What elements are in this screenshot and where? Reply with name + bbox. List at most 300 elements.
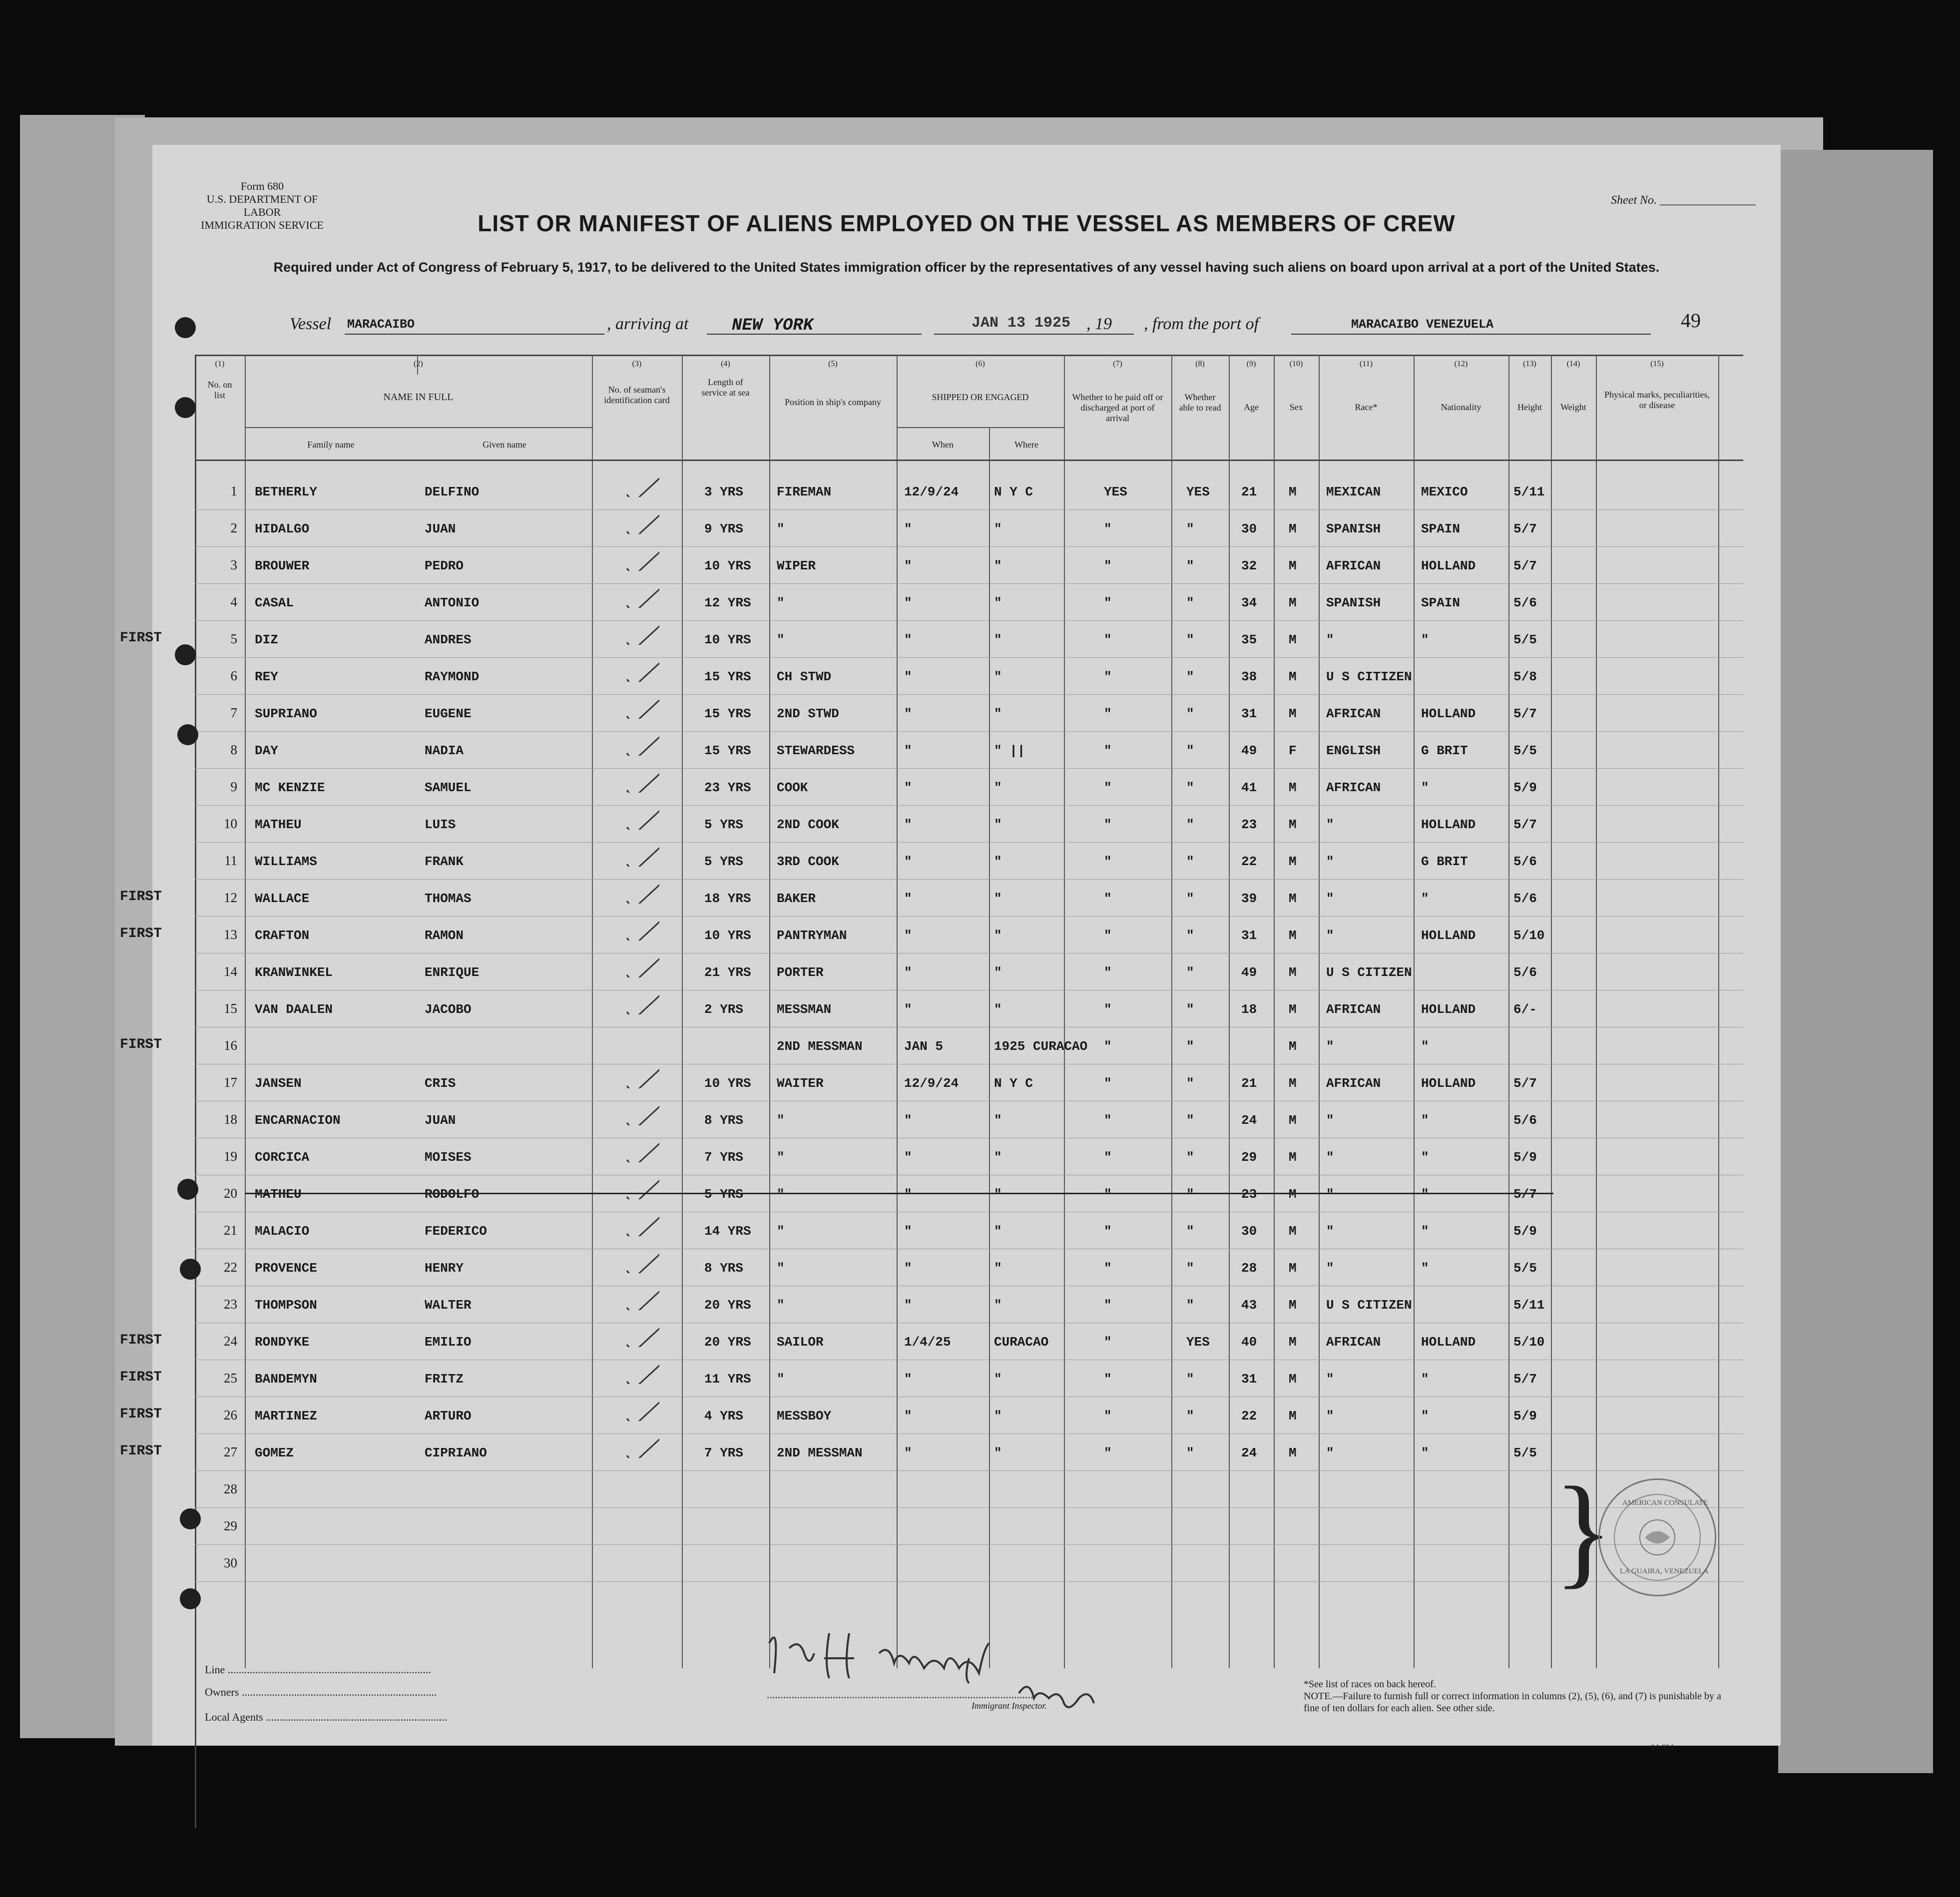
shipped-when-cell: "	[904, 891, 912, 906]
row-number: 12	[224, 890, 237, 905]
paid-off-cell: "	[1104, 891, 1112, 906]
table-row	[195, 548, 1743, 585]
position-cell: "	[777, 1261, 785, 1276]
shipped-where-cell: "	[994, 1372, 1002, 1387]
stamp-text-top: AMERICAN CONSULATE	[1622, 1499, 1708, 1507]
position-cell: "	[777, 1113, 785, 1128]
form-code: 14-604	[1651, 1743, 1674, 1752]
col-num: (11)	[1359, 360, 1373, 368]
family-name-cell: VAN DAALEN	[255, 1002, 333, 1017]
table-row	[195, 955, 1743, 992]
shipped-when-cell: "	[904, 1298, 912, 1313]
paid-off-cell: "	[1104, 928, 1112, 943]
height-cell: 5/9	[1513, 1150, 1537, 1165]
height-cell: 5/6	[1513, 595, 1537, 610]
col-num: (2)	[414, 360, 423, 368]
height-cell: 5/5	[1513, 1445, 1537, 1460]
name-subhead-rule	[245, 427, 592, 428]
shipped-where-cell: "	[994, 817, 1002, 832]
vessel-label: Vessel	[290, 315, 332, 333]
col-num: (5)	[828, 360, 838, 368]
paid-off-cell: "	[1104, 1261, 1112, 1276]
row-rule	[195, 694, 1743, 695]
checkmark-icon	[624, 654, 659, 682]
nationality-cell: "	[1421, 1372, 1429, 1387]
checkmark-icon	[624, 1209, 659, 1236]
punch-hole	[175, 397, 196, 418]
row-number: 2	[230, 520, 237, 535]
checkmark-icon	[624, 950, 659, 977]
col-head-position: Position in ship's company	[785, 397, 881, 407]
able-read-cell: "	[1186, 1076, 1194, 1091]
family-name-cell: HIDALGO	[255, 521, 310, 536]
table-row	[195, 585, 1743, 622]
paid-off-cell: "	[1104, 1224, 1112, 1239]
service-cell: 14 YRS	[704, 1224, 751, 1239]
row-number: 9	[230, 779, 237, 794]
sex-cell: M	[1289, 1372, 1297, 1387]
position-cell: 2ND MESSMAN	[777, 1445, 863, 1460]
nationality-cell: G BRIT	[1421, 854, 1468, 869]
sex-cell: M	[1289, 891, 1297, 906]
nationality-cell: SPAIN	[1421, 595, 1461, 610]
shipped-when-cell: "	[904, 1372, 912, 1387]
first-class-note: FIRST	[120, 1037, 162, 1052]
checkmark-icon	[624, 1135, 659, 1162]
table-row	[120, 1325, 1743, 1362]
nationality-cell: "	[1421, 1224, 1429, 1239]
able-read-cell: "	[1186, 965, 1194, 980]
race-cell: MEXICAN	[1326, 484, 1381, 499]
col-head-race: Race*	[1355, 402, 1378, 412]
race-cell: "	[1326, 1187, 1334, 1202]
position-cell: FIREMAN	[777, 484, 832, 499]
given-name-cell: LUIS	[425, 817, 456, 832]
table-row	[195, 807, 1743, 844]
given-name-cell: MOISES	[425, 1150, 472, 1165]
height-cell: 5/8	[1513, 669, 1537, 684]
shipped-where-cell: "	[994, 1261, 1002, 1276]
shipped-when-cell: "	[904, 1002, 912, 1017]
family-name-cell: BETHERLY	[255, 484, 317, 499]
nationality-cell: HOLLAND	[1421, 558, 1476, 573]
position-cell: "	[777, 595, 785, 610]
paid-off-cell: "	[1104, 965, 1112, 980]
shipped-where-cell: "	[994, 1298, 1002, 1313]
height-cell: 5/10	[1513, 1335, 1545, 1350]
checkmark-icon	[624, 543, 659, 571]
race-cell: "	[1326, 1445, 1334, 1460]
shipped-where-cell: "	[994, 928, 1002, 943]
first-class-note: FIRST	[120, 889, 162, 905]
checkmark-icon	[624, 913, 659, 941]
checkmark-icon	[624, 765, 659, 793]
sex-cell: M	[1289, 595, 1297, 610]
paid-off-cell: "	[1104, 817, 1112, 832]
row-number: 20	[224, 1186, 237, 1201]
age-cell: 18	[1241, 1002, 1257, 1017]
given-name-cell: FEDERICO	[425, 1224, 487, 1239]
col-head-nationality: Nationality	[1441, 402, 1481, 412]
nationality-cell: "	[1421, 1261, 1429, 1276]
row-rule	[195, 1544, 1743, 1545]
table-row	[195, 992, 1743, 1029]
height-cell: 5/11	[1513, 484, 1545, 499]
able-read-cell: "	[1186, 928, 1194, 943]
checkmark-icon	[624, 1246, 659, 1273]
row-number: 13	[224, 927, 237, 942]
paid-off-cell: "	[1104, 595, 1112, 610]
table-row	[195, 733, 1743, 770]
given-name-cell: NADIA	[425, 743, 464, 758]
position-cell: MESSMAN	[777, 1002, 832, 1017]
row-rule	[195, 731, 1743, 732]
service-cell: 7 YRS	[704, 1445, 744, 1460]
shipped-when-cell: "	[904, 1409, 912, 1423]
col-num: (1)	[215, 360, 225, 368]
height-cell: 5/7	[1513, 558, 1537, 573]
sex-cell: M	[1289, 521, 1297, 536]
position-cell: 2ND COOK	[777, 817, 839, 832]
shipped-when-cell: 12/9/24	[904, 1076, 959, 1091]
checkmark-icon	[624, 839, 659, 867]
height-cell: 5/6	[1513, 854, 1537, 869]
race-cell: "	[1326, 891, 1334, 906]
row-rule	[195, 620, 1743, 621]
service-cell: 8 YRS	[704, 1261, 744, 1276]
able-read-cell: "	[1186, 1002, 1194, 1017]
family-name-cell: CRAFTON	[255, 928, 310, 943]
race-cell: "	[1326, 928, 1334, 943]
race-cell: SPANISH	[1326, 595, 1381, 610]
nationality-cell: G BRIT	[1421, 743, 1468, 758]
shipped-where-cell: "	[994, 780, 1002, 795]
age-cell: 31	[1241, 1372, 1257, 1387]
service-cell: 8 YRS	[704, 1113, 744, 1128]
given-name-cell: RAYMOND	[425, 669, 480, 684]
race-cell: AFRICAN	[1326, 1335, 1381, 1350]
service-cell: 5 YRS	[704, 854, 744, 869]
able-read-cell: "	[1186, 1261, 1194, 1276]
family-name-cell: MC KENZIE	[255, 780, 325, 795]
sex-cell: M	[1289, 1076, 1297, 1091]
shipped-where-cell: "	[994, 521, 1002, 536]
age-cell: 22	[1241, 854, 1257, 869]
age-cell: 30	[1241, 521, 1257, 536]
able-read-cell: "	[1186, 743, 1194, 758]
consulate-stamp	[1598, 1478, 1716, 1596]
height-cell: 5/7	[1513, 521, 1537, 536]
age-cell: 23	[1241, 817, 1257, 832]
service-cell: 21 YRS	[704, 965, 751, 980]
service-cell: 12 YRS	[704, 595, 751, 610]
table-row	[195, 659, 1743, 696]
row-number: 28	[224, 1481, 237, 1496]
nationality-cell: "	[1421, 1187, 1429, 1202]
col-num: (3)	[632, 360, 642, 368]
checkmark-icon	[624, 470, 659, 497]
given-name-cell: CRIS	[425, 1076, 456, 1091]
race-cell: ENGLISH	[1326, 743, 1381, 758]
family-name-cell: WILLIAMS	[255, 854, 317, 869]
paid-off-cell: "	[1104, 1335, 1112, 1350]
paid-off-cell: "	[1104, 1372, 1112, 1387]
race-cell: U S CITIZEN	[1326, 1298, 1412, 1313]
shipped-when-cell: "	[904, 632, 912, 647]
checkmark-icon	[624, 691, 659, 719]
nationality-cell: "	[1421, 891, 1429, 906]
race-cell: "	[1326, 1409, 1334, 1423]
sex-cell: M	[1289, 1409, 1297, 1423]
first-class-note: FIRST	[120, 926, 162, 942]
col-num: (14)	[1566, 360, 1580, 368]
row-number: 7	[230, 705, 237, 720]
shipped-when-cell: "	[904, 743, 912, 758]
service-cell: 3 YRS	[704, 484, 744, 499]
date-stamp: JAN 13 1925	[972, 315, 1071, 332]
row-rule	[195, 583, 1743, 584]
able-read-cell: "	[1186, 1039, 1194, 1054]
shipped-where-cell: "	[994, 854, 1002, 869]
race-cell: "	[1326, 854, 1334, 869]
height-cell: 5/10	[1513, 928, 1545, 943]
shipped-where-cell: "	[994, 1002, 1002, 1017]
row-rule	[195, 657, 1743, 658]
arriving-label: , arriving at	[607, 315, 689, 333]
vessel-name: MARACAIBO	[347, 317, 415, 332]
punch-hole	[177, 1179, 198, 1200]
position-cell: BAKER	[777, 891, 816, 906]
race-cell: "	[1326, 1150, 1334, 1165]
position-cell: "	[777, 1187, 785, 1202]
shipped-where-cell: "	[994, 891, 1002, 906]
table-row	[195, 770, 1743, 807]
given-name-cell: JUAN	[425, 521, 456, 536]
punch-hole	[177, 724, 198, 745]
able-read-cell: "	[1186, 1187, 1194, 1202]
table-row	[195, 696, 1743, 733]
age-cell: 43	[1241, 1298, 1257, 1313]
height-cell: 5/7	[1513, 1372, 1537, 1387]
given-name-cell: CIPRIANO	[425, 1445, 487, 1460]
height-cell: 5/9	[1513, 1224, 1537, 1239]
first-class-note: FIRST	[120, 1333, 162, 1348]
form-line: IMMIGRATION SERVICE	[201, 219, 324, 231]
sex-cell: M	[1289, 1224, 1297, 1239]
row-number: 29	[224, 1518, 237, 1533]
table-row	[195, 1214, 1743, 1251]
col-head-shipped: SHIPPED OR ENGAGED	[932, 392, 1029, 402]
sex-cell: M	[1289, 558, 1297, 573]
given-name-cell: ANTONIO	[425, 595, 480, 610]
shipped-where-cell: CURACAO	[994, 1335, 1049, 1350]
subhead-rule	[897, 427, 1064, 428]
paid-off-cell: "	[1104, 669, 1112, 684]
paid-off-cell: "	[1104, 558, 1112, 573]
shipped-where-cell: "	[994, 632, 1002, 647]
service-cell: 4 YRS	[704, 1409, 744, 1423]
row-number: 14	[224, 964, 237, 979]
shipped-when-cell: "	[904, 706, 912, 721]
nationality-cell: "	[1421, 632, 1429, 647]
manifest-page	[120, 145, 1781, 1752]
row-number: 6	[230, 668, 237, 683]
position-cell: CH STWD	[777, 669, 832, 684]
row-number: 1	[230, 483, 237, 498]
row-number: 26	[224, 1408, 237, 1423]
row-number: 17	[224, 1075, 237, 1090]
col-num: (12)	[1454, 360, 1468, 368]
position-cell: 2ND MESSMAN	[777, 1039, 863, 1054]
row-number: 4	[230, 594, 237, 609]
sex-cell: M	[1289, 928, 1297, 943]
given-name-cell: WALTER	[425, 1298, 472, 1313]
table-row	[195, 844, 1743, 881]
service-cell: 11 YRS	[704, 1372, 751, 1387]
col-head-read: Whether able to read	[1179, 392, 1221, 413]
shipped-where-cell: "	[994, 1113, 1002, 1128]
shipped-when-cell: "	[904, 928, 912, 943]
race-cell: SPANISH	[1326, 521, 1381, 536]
paid-off-cell: "	[1104, 1113, 1112, 1128]
shipped-when-cell: "	[904, 1224, 912, 1239]
back-sheet-right	[1778, 150, 1933, 1773]
given-name-cell: ARTURO	[425, 1409, 472, 1423]
age-cell: 30	[1241, 1224, 1257, 1239]
age-cell: 31	[1241, 928, 1257, 943]
family-name-cell: CASAL	[255, 595, 294, 610]
paid-off-cell: "	[1104, 1409, 1112, 1423]
col-num: (15)	[1650, 360, 1664, 368]
col-head-marks: Physical marks, peculiarities, or disease	[1604, 390, 1710, 410]
sex-cell: M	[1289, 1113, 1297, 1128]
punch-hole	[175, 317, 196, 338]
age-cell: 49	[1241, 743, 1257, 758]
height-cell: 5/5	[1513, 632, 1537, 647]
family-name-cell: ENCARNACION	[255, 1113, 341, 1128]
family-name-cell: KRANWINKEL	[255, 965, 333, 980]
sheet-number-label: Sheet No. ________________	[1611, 194, 1756, 207]
able-read-cell: "	[1186, 1409, 1194, 1423]
able-read-cell: "	[1186, 1113, 1194, 1128]
family-name-cell: MALACIO	[255, 1224, 310, 1239]
family-name-cell: MARTINEZ	[255, 1409, 317, 1423]
shipped-where-cell: "	[994, 1187, 1002, 1202]
service-cell: 15 YRS	[704, 743, 751, 758]
table-row	[195, 1177, 1743, 1214]
paid-off-cell: "	[1104, 743, 1112, 758]
paid-off-cell: "	[1104, 1187, 1112, 1202]
nationality-cell: "	[1421, 1445, 1429, 1460]
date-underline	[934, 334, 1134, 335]
able-read-cell: "	[1186, 1150, 1194, 1165]
sex-cell: M	[1289, 817, 1297, 832]
race-cell: AFRICAN	[1326, 558, 1381, 573]
sex-cell: M	[1289, 706, 1297, 721]
footer-owners-label: Owners .......................................................................	[205, 1686, 437, 1698]
page-number: 49	[1681, 309, 1701, 332]
shipped-when-cell: "	[904, 521, 912, 536]
nationality-cell: HOLLAND	[1421, 706, 1476, 721]
nationality-cell: HOLLAND	[1421, 1335, 1476, 1350]
first-class-note: FIRST	[120, 1407, 162, 1422]
row-rule	[195, 805, 1743, 806]
table-row	[120, 918, 1743, 955]
col-num: (10)	[1289, 360, 1303, 368]
position-cell: WAITER	[777, 1076, 824, 1091]
shipped-where-cell: 1925 CURACAO	[994, 1039, 1088, 1054]
shipped-where-cell: "	[994, 1409, 1002, 1423]
manifest-table	[120, 355, 1743, 1828]
given-name-cell: HENRY	[425, 1261, 464, 1276]
punch-hole	[180, 1588, 201, 1609]
row-number: 23	[224, 1297, 237, 1312]
able-read-cell: "	[1186, 817, 1194, 832]
family-name-cell: SUPRIANO	[255, 706, 317, 721]
checkmark-icon	[624, 1320, 659, 1347]
col-num: (13)	[1523, 360, 1536, 368]
family-name-cell: BROUWER	[255, 558, 310, 573]
given-name-cell: FRITZ	[425, 1372, 464, 1387]
family-name-cell: PROVENCE	[255, 1261, 317, 1276]
age-cell: 28	[1241, 1261, 1257, 1276]
nationality-cell: HOLLAND	[1421, 1002, 1476, 1017]
service-cell: 15 YRS	[704, 669, 751, 684]
nationality-cell: "	[1421, 1039, 1429, 1054]
race-cell: "	[1326, 1113, 1334, 1128]
height-cell: 5/7	[1513, 1076, 1537, 1091]
age-cell: 41	[1241, 780, 1257, 795]
arriving-port: NEW YORK	[732, 316, 814, 335]
table-row	[195, 1251, 1743, 1288]
sex-cell: M	[1289, 1261, 1297, 1276]
able-read-cell: YES	[1186, 1335, 1210, 1350]
paid-off-cell: "	[1104, 521, 1112, 536]
age-cell: 40	[1241, 1335, 1257, 1350]
paid-off-cell: "	[1104, 854, 1112, 869]
height-cell: 5/5	[1513, 743, 1537, 758]
service-cell: 10 YRS	[704, 632, 751, 647]
shipped-when-cell: "	[904, 595, 912, 610]
checkmark-icon	[624, 580, 659, 608]
paid-off-cell: "	[1104, 1002, 1112, 1017]
table-row	[120, 622, 1743, 659]
family-name-cell: DAY	[255, 743, 278, 758]
able-read-cell: "	[1186, 558, 1194, 573]
checkmark-icon	[624, 876, 659, 904]
table-row	[120, 1399, 1743, 1435]
checkmark-icon	[624, 1061, 659, 1088]
col-head-service: Length of service at sea	[701, 377, 750, 398]
able-read-cell: "	[1186, 632, 1194, 647]
shipped-where-cell: "	[994, 669, 1002, 684]
checkmark-icon	[624, 1172, 659, 1199]
paid-off-cell: "	[1104, 1150, 1112, 1165]
from-underline	[1291, 334, 1651, 335]
row-rule	[195, 879, 1743, 880]
checkmark-icon	[624, 1283, 659, 1310]
position-cell: PANTRYMAN	[777, 928, 847, 943]
service-cell: 10 YRS	[704, 558, 751, 573]
from-port: MARACAIBO VENEZUELA	[1351, 317, 1494, 332]
first-class-note: FIRST	[120, 630, 162, 646]
col-head-age: Age	[1244, 402, 1259, 412]
paid-off-cell: "	[1104, 632, 1112, 647]
age-cell: 39	[1241, 891, 1257, 906]
given-name-cell: SAMUEL	[425, 780, 472, 795]
race-cell: AFRICAN	[1326, 780, 1381, 795]
age-cell: 22	[1241, 1409, 1257, 1423]
